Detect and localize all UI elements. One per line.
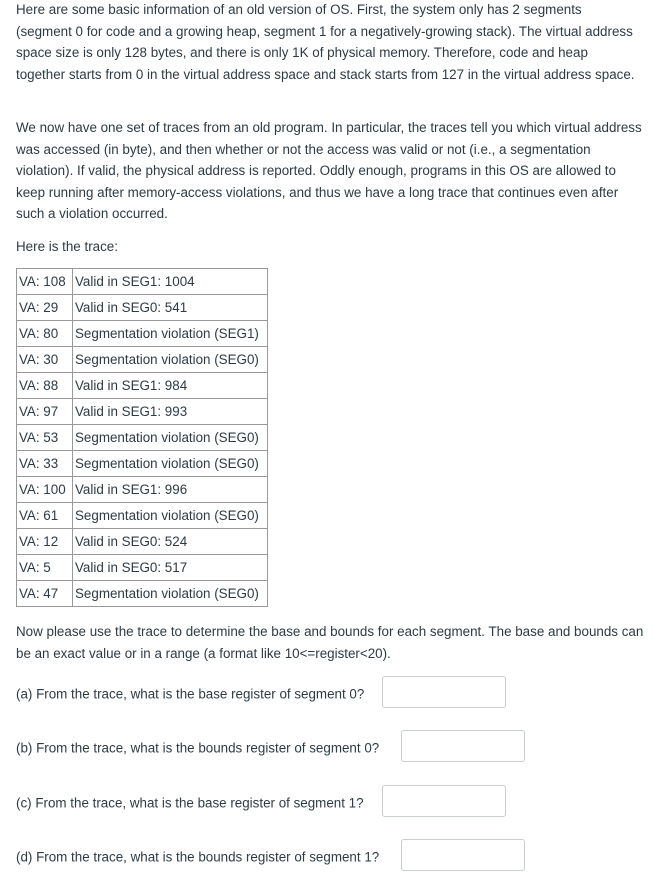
virtual-address-cell: VA: 53: [17, 425, 73, 451]
access-result-cell: Segmentation violation (SEG0): [73, 451, 268, 477]
answer-input-d[interactable]: [401, 839, 525, 871]
virtual-address-cell: VA: 61: [17, 503, 73, 529]
table-row: [17, 529, 268, 555]
question-c: [16, 793, 364, 813]
virtual-address-cell: VA: 88: [17, 373, 73, 399]
virtual-address-cell: VA: 47: [17, 581, 73, 607]
access-result-cell: Segmentation violation (SEG1): [73, 321, 268, 347]
table-row: [17, 581, 268, 607]
virtual-address-cell: VA: 30: [17, 347, 73, 373]
virtual-address-cell: VA: 97: [17, 399, 73, 425]
question-a-label: (a) From the trace, what is the base register of segment 0?: [16, 686, 365, 702]
traces-description-paragraph: We now have one set of traces from an old program. In particular, the traces tell you which virtual address was accessed (in byte), and then whether or not the access was valid or not (i.e., a segmentation violation). If valid, the physical address is reported. Oddly enough, programs in this OS are allowed to keep running after memory-access violations, and thus we have a long trace that continues even after such a violation occurred.: [16, 120, 642, 222]
access-result-cell: Valid in SEG1: 984: [73, 373, 268, 399]
trace-heading: Here is the trace:: [16, 239, 118, 254]
access-result-cell: Segmentation violation (SEG0): [73, 503, 268, 529]
access-result-cell: Segmentation violation (SEG0): [73, 425, 268, 451]
table-row: [17, 451, 268, 477]
access-result-cell: Segmentation violation (SEG0): [73, 581, 268, 607]
answer-input-b[interactable]: [401, 730, 525, 762]
table-row: [17, 399, 268, 425]
virtual-address-cell: VA: 33: [17, 451, 73, 477]
intro-paragraph: Here are some basic information of an old version of OS. First, the system only has 2 segments (segment 0 for code and a growing heap, segment 1 for a negatively-growing stack). The virtual address space size is only 128 bytes, and there is only 1K of physical memory. Therefore, code and heap together starts from 0 in the virtual address space and stack starts from 127 in the virtual address space.: [16, 2, 635, 82]
virtual-address-cell: VA: 80: [17, 321, 73, 347]
table-row: [17, 321, 268, 347]
instructions-paragraph: Now please use the trace to determine the base and bounds for each segment. The base and bounds can be an exact value or in a range (a format like 10<=register<20).: [16, 624, 644, 661]
access-result-cell: Segmentation violation (SEG0): [73, 347, 268, 373]
question-d-label: (d) From the trace, what is the bounds register of segment 1?: [16, 849, 380, 865]
trace-table: [16, 268, 268, 607]
question-d: [16, 847, 379, 867]
table-row: [17, 555, 268, 581]
access-result-cell: Valid in SEG1: 993: [73, 399, 268, 425]
virtual-address-cell: VA: 29: [17, 295, 73, 321]
table-row: [17, 373, 268, 399]
table-row: [17, 477, 268, 503]
question-c-label: (c) From the trace, what is the base register of segment 1?: [16, 795, 364, 811]
access-result-cell: Valid in SEG0: 541: [73, 295, 268, 321]
virtual-address-cell: VA: 100: [17, 477, 73, 503]
answer-input-a[interactable]: [382, 676, 506, 708]
access-result-cell: Valid in SEG1: 1004: [73, 269, 268, 295]
access-result-cell: Valid in SEG1: 996: [73, 477, 268, 503]
table-row: [17, 503, 268, 529]
table-row: [17, 295, 268, 321]
access-result-cell: Valid in SEG0: 524: [73, 529, 268, 555]
virtual-address-cell: VA: 12: [17, 529, 73, 555]
access-result-cell: Valid in SEG0: 517: [73, 555, 268, 581]
table-row: [17, 347, 268, 373]
table-row: [17, 425, 268, 451]
question-a: [16, 684, 364, 704]
virtual-address-cell: VA: 5: [17, 555, 73, 581]
virtual-address-cell: VA: 108: [17, 269, 73, 295]
question-b-label: (b) From the trace, what is the bounds register of segment 0?: [16, 740, 380, 756]
answer-input-c[interactable]: [382, 785, 506, 817]
question-b: [16, 738, 379, 758]
table-row: [17, 269, 268, 295]
